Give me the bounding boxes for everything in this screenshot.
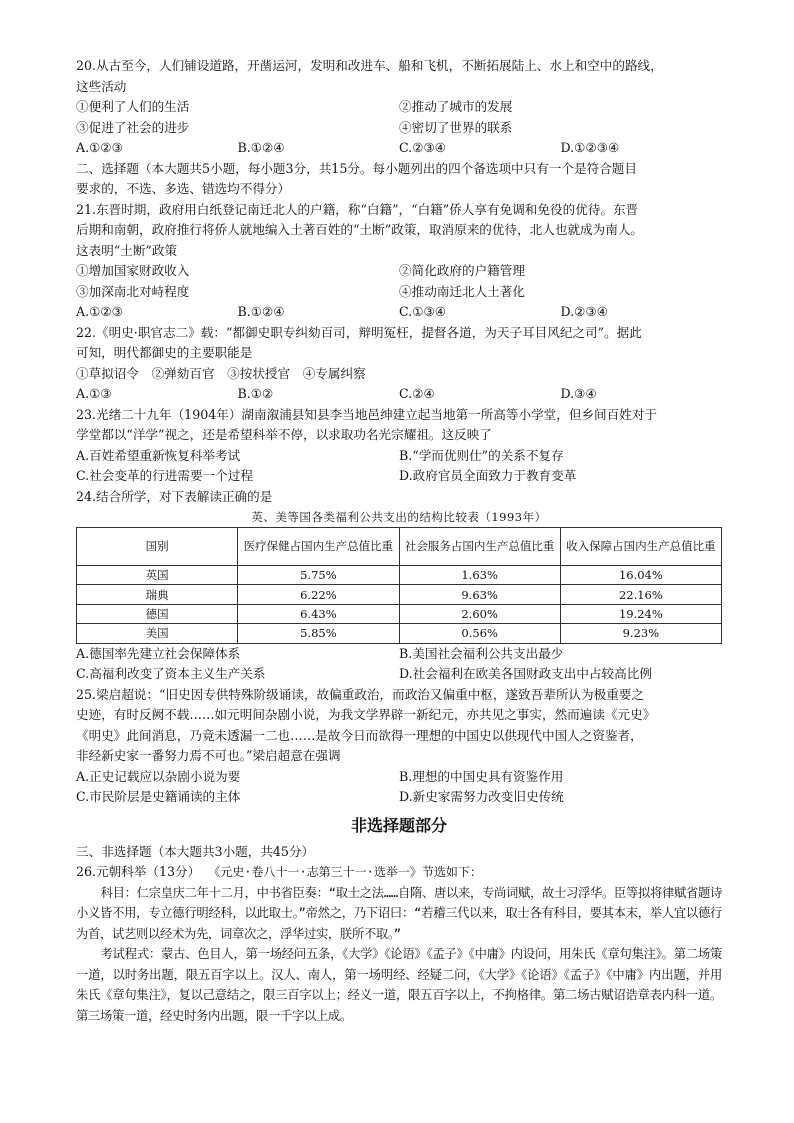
choice-a: A.德国率先建立社会保障体系	[76, 645, 241, 661]
choice-c: C.②④	[399, 386, 435, 401]
table-cell: 1.63%	[399, 566, 560, 585]
choice-b: B.“学而优则仕”的关系不复存	[399, 447, 564, 463]
quote-paragraph: 科目：仁宗皇庆二年十二月，中书省臣奏：“取士之法……自隋、唐以来，专尚词赋，故士习浮华。臣等拟将律赋省题诗小义皆不用，专立德行明经科，以此取士。”帝然之，乃下诏曰：“若稽三代以来，取士各有科目，要其本末，举人宜以德行为首，试艺则以经术为先，词章次之，浮华过实，朕所不取。”	[76, 885, 722, 941]
table-cell: 英国	[77, 566, 238, 585]
table-header-cell: 国别	[77, 528, 238, 566]
choice-c: C.高福利改变了资本主义生产关系	[76, 666, 266, 682]
table-header-row	[77, 528, 722, 566]
option-item: ①增加国家财政收入	[76, 263, 190, 278]
table-row	[77, 566, 722, 585]
question-20	[76, 56, 722, 159]
option-item: ③加深南北对峙程度	[76, 283, 190, 299]
question-stem: 学堂都以“洋学”视之，还是希望科举不停，以求取功名光宗耀祖。这反映了	[76, 427, 492, 442]
question-stem: 20.从古至今，人们铺设道路，开凿运河，发明和改进车、船和飞机，不断拓展陆上、水上和空中的路线，	[76, 58, 663, 73]
table-cell: 16.04%	[560, 566, 721, 585]
choice-a: A.百姓希望重新恢复科举考试	[76, 447, 241, 463]
table-header-cell: 医疗保健占国内生产总值比重	[238, 528, 399, 566]
choice-a: A.①②③	[76, 140, 123, 155]
table-cell: 瑞典	[77, 585, 238, 604]
table-cell: 6.43%	[238, 604, 399, 623]
option-item: ④密切了世界的联系	[399, 119, 513, 135]
table-cell: 22.16%	[560, 585, 721, 604]
question-stem: 《明史》此间消息，乃竟未透漏一二也……是故今日而欲得一理想的中国史以供现代中国人之资鉴者，	[76, 727, 643, 743]
choice-d: D.③④	[560, 386, 597, 401]
choice-c: C.社会变革的行进需要一个过程	[76, 468, 253, 483]
table-caption: 英、美等国各类福利公共支出的结构比较表（1993年）	[251, 510, 547, 524]
question-stem: 这些活动	[76, 78, 127, 94]
section-instructions: 要求的，不选、多选、错选均不得分）	[76, 181, 291, 196]
choice-d: D.①②③④	[560, 140, 620, 155]
question-26	[76, 862, 722, 1026]
table-row	[77, 624, 722, 643]
option-item: ③促进了社会的进步	[76, 119, 190, 135]
section-instructions: 二、选择题（本大题共5小题，每小题3分，共15分。每小题列出的四个备选项中只有一个是符合题目	[76, 160, 637, 176]
source-citation: 《元史·卷八十一·志第三十一·选举一》节选如下：	[214, 865, 482, 880]
option-item: ②推动了城市的发展	[399, 99, 513, 114]
question-heading: 26.元朝科举（13分）	[76, 864, 201, 880]
choice-c: C.市民阶层是史籍诵读的主体	[76, 789, 241, 805]
question-stem: 22.《明史·职官志二》载：“都御史职专纠劾百司，辩明冤枉，提督各道，为天子耳目风纪之司”。据此	[76, 324, 642, 340]
option-list: ①草拟诏令 ②弹劾百官 ③按状授官 ④专属纠察	[76, 365, 366, 381]
table-cell: 9.23%	[560, 624, 721, 643]
table-cell: 19.24%	[560, 604, 721, 623]
table-header-cell: 收入保障占国内生产总值比重	[560, 528, 721, 566]
question-stem: 史迹，有时反阙不载……如元明间杂剧小说，为我文学界辟一新纪元，亦共见之事实，然而遍读《元史》	[76, 707, 656, 723]
table-cell: 9.63%	[399, 585, 560, 604]
welfare-table	[76, 527, 722, 644]
question-stem: 24.结合所学，对下表解读正确的是	[76, 488, 273, 504]
choice-d: D.社会福利在欧美各国财政支出中占较高比例	[399, 666, 652, 682]
choice-a: A.①②③	[76, 304, 123, 319]
table-cell: 6.22%	[238, 585, 399, 604]
question-23	[76, 405, 722, 487]
table-row	[77, 604, 722, 623]
quote-paragraph: 考试程式：蒙古、色目人，第一场经问五条，《大学》《论语》《孟子》《中庸》内设问，用朱氏《章句集注》。第二场策一道，以时务出题，限五百字以上。汉人、南人，第一场明经、经疑二问，《大学》《论语》《孟子》《中庸》内出题，并用朱氏《章句集注》，复以己意结之，限三百字以上；经义一道，限五百字以上，不拘格律。第二场古赋诏诰章表内科一道。第三场策一道，经史时务内出题，限一千字以上成。	[76, 947, 722, 1023]
table-cell: 2.60%	[399, 604, 560, 623]
choice-d: D.②③④	[560, 304, 609, 319]
section-3-header: 三、非选择题（本大题共3小题，共45分）	[76, 843, 315, 859]
choice-b: B.①②	[237, 386, 274, 401]
table-cell: 德国	[77, 604, 238, 623]
table-cell: 0.56%	[399, 624, 560, 643]
choice-b: B.①②④	[237, 304, 285, 319]
question-21	[76, 200, 722, 323]
option-item: ④推动南迁北人土著化	[399, 283, 525, 299]
table-header-cell: 社会服务占国内生产总值比重	[399, 528, 560, 566]
question-stem: 25.梁启超说：“旧史因专供特殊阶级诵读，故偏重政治，而政治又偏重中枢，遂致吾辈所认为极重要之	[76, 686, 644, 702]
choice-c: C.①③④	[399, 304, 447, 319]
table-row	[77, 585, 722, 604]
choice-d: D.政府官员全面致力于教育变革	[399, 468, 577, 483]
choice-d: D.新史家需努力改变旧史传统	[399, 789, 564, 805]
choice-b: B.美国社会福利公共支出最少	[399, 645, 564, 661]
choice-a: A.正史记载应以杂剧小说为要	[76, 768, 241, 784]
table-cell: 5.85%	[238, 624, 399, 643]
question-stem: 非经新史家一番努力焉不可也。”梁启超意在强调	[76, 748, 341, 764]
question-stem: 后期和南朝，政府推行将侨人就地编入土著百姓的“土断”政策，取消原来的优待，北人也就成为南人。	[76, 222, 644, 237]
question-stem: 这表明“土断”政策	[76, 242, 178, 258]
question-stem: 可知，明代都御史的主要职能是	[76, 345, 253, 360]
question-22	[76, 323, 722, 405]
question-25	[76, 685, 722, 808]
option-item: ②简化政府的户籍管理	[399, 263, 525, 278]
table-cell: 5.75%	[238, 566, 399, 585]
choice-c: C.②③④	[399, 140, 447, 155]
question-24	[76, 487, 722, 685]
question-stem: 23.光绪二十九年（1904年）湖南溆浦县知县李当地邑绅建立起当地第一所高等小学堂，但乡间百姓对于	[76, 406, 658, 422]
exam-page	[76, 56, 722, 1026]
table-cell: 美国	[77, 624, 238, 643]
section-2-header	[76, 159, 722, 200]
choice-b: B.理想的中国史具有资鉴作用	[399, 768, 564, 784]
choice-a: A.①③	[76, 386, 112, 401]
part-title: 非选择题部分	[350, 815, 447, 835]
choice-b: B.①②④	[237, 140, 285, 155]
option-item: ①便利了人们的生活	[76, 99, 190, 114]
question-stem: 21.东晋时期，政府用白纸登记南迁北人的户籍，称“白籍”，“白籍”侨人享有免调和免役的优待。东晋	[76, 201, 639, 217]
